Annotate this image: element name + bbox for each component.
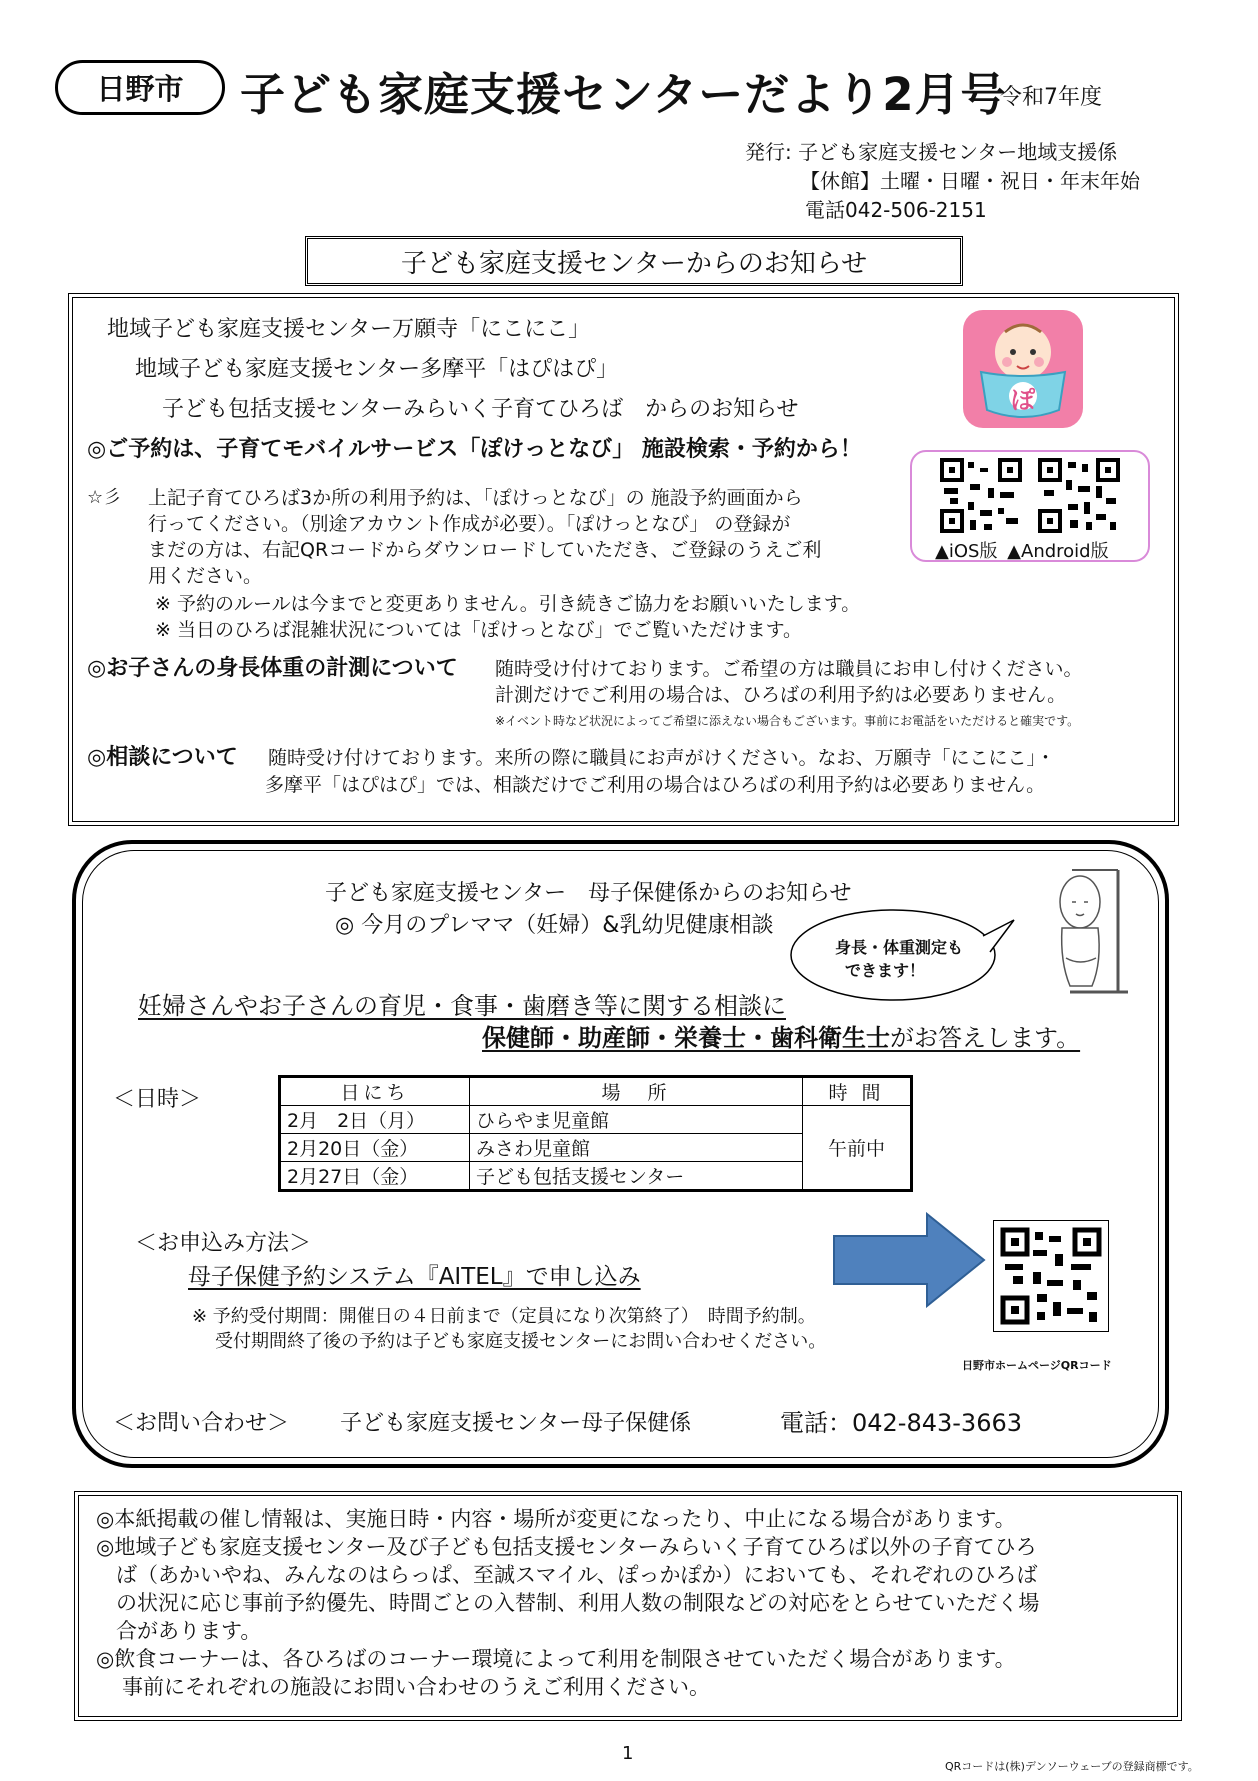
consult-line-2: 多摩平「はぴはぴ」では、相談だけでご利用の場合はひろばの利用予約は必要ありません。 xyxy=(265,774,1046,796)
row-place: ひらやま児童館 xyxy=(470,1106,803,1134)
org-tamadaira: 地域子ども家庭支援センター多摩平「はぴはぴ」 xyxy=(135,357,619,382)
arrow-right-icon xyxy=(832,1212,987,1308)
health-title: 子ども家庭支援センター 母子保健係からのお知らせ xyxy=(325,881,852,906)
lead-line-1: 妊婦さんやお子さんの育児・食事・歯磨き等に関する相談に xyxy=(138,992,786,1020)
para-line-4: 用ください。 xyxy=(148,565,263,587)
bottom-notes xyxy=(96,1505,1039,1701)
consult-line-1: 随時受け付けております。来所の際に職員にお声がけください。なお、万願寺「にこにこ」・ xyxy=(268,747,1055,769)
bottom-note-3-line-2: 事前にそれぞれの施設にお問い合わせのうえご利用ください。 xyxy=(122,1675,710,1699)
city-name: 日野市 xyxy=(96,72,184,106)
measure-small-note: ※イベント時など状況によってご希望に添えない場合もございます。事前にお電話をいただけると確実です。 xyxy=(495,714,1080,728)
section-heading xyxy=(305,236,963,286)
qr-caption: 日野市ホームページQRコード xyxy=(962,1359,1112,1372)
time-cell: 午前中 xyxy=(803,1106,912,1191)
city-badge xyxy=(55,60,225,115)
para-mark: ☆彡 xyxy=(87,487,122,508)
apply-label: ＜お申込み方法＞ xyxy=(135,1231,312,1256)
row-date: 2月20日（金） xyxy=(280,1134,470,1162)
measure-line-1: 随時受け付けております。ご希望の方は職員にお申し付けください。 xyxy=(495,658,1083,680)
bottom-note-3-line-1: ◎飲食コーナーは、各ひろばのコーナー環境によって利用を制限させていただく場合があります。 xyxy=(96,1647,1016,1671)
bubble-line-1: 身長・体重測定も xyxy=(835,938,964,957)
table-row xyxy=(280,1106,912,1134)
row-place: 子ども包括支援センター xyxy=(470,1162,803,1191)
qr-label-row xyxy=(935,537,1109,563)
org-manganji: 地域子ども家庭支援センター万願寺「にこにこ」 xyxy=(107,317,591,342)
crowd-note: ※ 当日のひろば混雑状況については「ぽけっとなび」でご覧いただけます。 xyxy=(155,619,803,641)
app-icon-letter: ぽ xyxy=(1011,386,1035,414)
ios-qr-icon xyxy=(940,458,1022,533)
publisher-phone: 電話042-506-2151 xyxy=(805,198,987,222)
bottom-note-2-line-2: ば（あかいやね、みんなのはらっぱ、至誠スマイル、ぽっかぽか）においても、それぞれのひろば xyxy=(116,1563,1038,1587)
para-line-1: 上記子育てひろば3か所の利用予約は、「ぽけっとなび」の 施設予約画面から xyxy=(148,487,803,509)
bottom-note-1: ◎本紙掲載の催し情報は、実施日時・内容・場所が変更になったり、中止になる場合があります。 xyxy=(96,1507,1016,1531)
fiscal-year: 令和7年度 xyxy=(1000,85,1102,110)
rule-note: ※ 予約のルールは今までと変更ありません。引き続きご協力をお願いいたします。 xyxy=(155,593,861,615)
bubble-line-2: できます！ xyxy=(845,961,926,980)
header-time: 時 間 xyxy=(803,1077,912,1106)
bottom-note-2-line-3: の状況に応じ事前予約優先、時間ごとの入替制、利用人数の制限などの対応をとらせていただく場 xyxy=(116,1591,1040,1615)
measure-line-2: 計測だけでご利用の場合は、ひろばの利用予約は必要ありません。 xyxy=(495,684,1067,706)
row-date: 2月27日（金） xyxy=(280,1162,470,1191)
pocketnavi-app-icon xyxy=(963,310,1083,428)
row-place: みさわ児童館 xyxy=(470,1134,803,1162)
qr-label-android: ▲Android版 xyxy=(1007,541,1109,562)
para-line-3: まだの方は、右記QRコードからダウンロードしていただき、ご登録のうえご利 xyxy=(148,539,822,561)
publisher: 発行: 子ども家庭支援センター地域支援係 xyxy=(745,140,1118,164)
schedule-header-row xyxy=(280,1077,912,1106)
contact-phone: 電話：042-843-3663 xyxy=(780,1409,1023,1437)
org-miraiku: 子ども包括支援センターみらいく子育てひろば からのお知らせ xyxy=(162,397,799,422)
aitel-link[interactable]: 母子保健予約システム『AITEL』で申し込み xyxy=(188,1264,641,1290)
datetime-label: ＜日時＞ xyxy=(113,1087,202,1112)
lead-line-2 xyxy=(482,1018,1080,1053)
lead-answer: がお答えします。 xyxy=(890,1024,1081,1052)
consult-heading: ◎相談について xyxy=(87,745,238,770)
publisher-info xyxy=(745,138,1140,225)
row-date: 2月 2日（月） xyxy=(280,1106,470,1134)
lead-professions: 保健師・助産師・栄養士・歯科衛生士 xyxy=(482,1024,890,1052)
apply-note-1: ※ 予約受付期間：開催日の４日前まで（定員になり次第終了） 時間予約制。 xyxy=(192,1306,816,1327)
android-qr-icon xyxy=(1038,458,1120,533)
apply-note-2: 受付期間終了後の予約は子ども家庭支援センターにお問い合わせください。 xyxy=(215,1331,827,1352)
page-number: 1 xyxy=(622,1743,634,1764)
qr-label-ios: ▲iOS版 xyxy=(935,541,998,562)
contact-org: 子ども家庭支援センター母子保健係 xyxy=(340,1411,692,1436)
city-homepage-qr-icon[interactable] xyxy=(993,1220,1109,1332)
bottom-note-2-line-1: ◎地域子ども家庭支援センター及び子ども包括支援センターみらいく子育てひろば以外の子育てひろ xyxy=(96,1535,1037,1559)
newsletter-title: 子ども家庭支援センターだより2月号 xyxy=(240,68,1007,121)
header-date: 日にち xyxy=(280,1077,470,1106)
header-place: 場 所 xyxy=(470,1077,803,1106)
reserve-heading: ◎ご予約は、子育てモバイルサービス「ぽけっとなび」 施設検索・予約から！ xyxy=(87,437,862,462)
section-heading-text: 子ども家庭支援センターからのお知らせ xyxy=(400,248,868,279)
para-line-2: 行ってください。（別途アカウント作成が必要）。「ぽけっとなび」 の登録が xyxy=(148,513,791,535)
bottom-note-2-line-4: 合があります。 xyxy=(116,1619,262,1643)
qr-trademark-note: QRコードは(株)デンソーウェーブの登録商標です。 xyxy=(945,1760,1199,1773)
health-subtitle: ◎ 今月のプレママ（妊婦）&乳幼児健康相談 xyxy=(335,913,774,938)
height-measure-illustration-icon xyxy=(1010,862,1130,1000)
contact-label: ＜お問い合わせ＞ xyxy=(113,1411,290,1436)
measure-heading: ◎お子さんの身長体重の計測について xyxy=(87,656,458,681)
closed-days: 【休館】土曜・日曜・祝日・年末年始 xyxy=(800,169,1140,193)
schedule-table xyxy=(278,1075,913,1192)
